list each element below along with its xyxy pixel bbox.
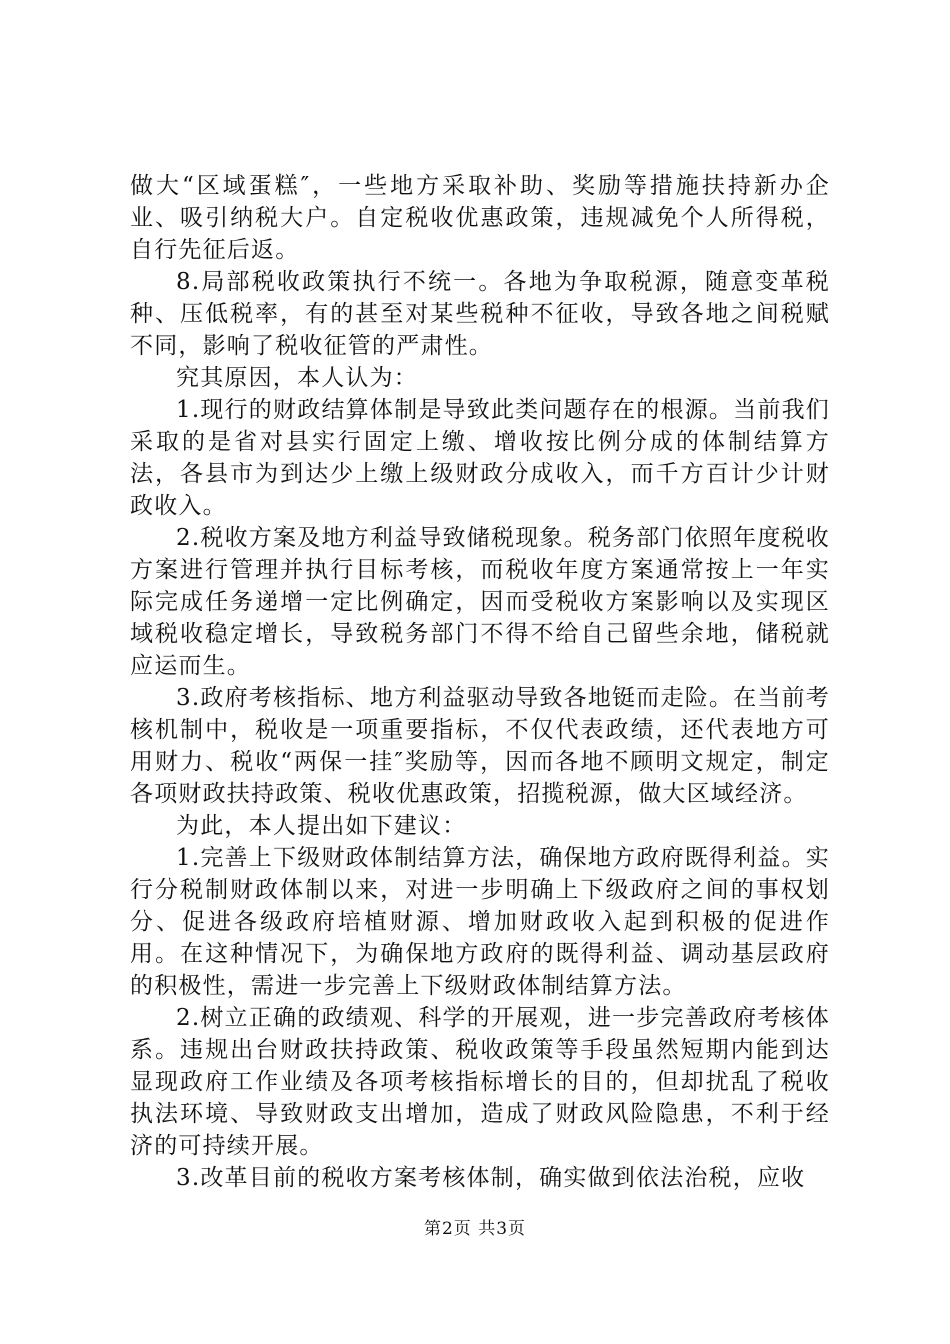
- paragraph-6: 3.政府考核指标、地方利益驱动导致各地铤而走险。在当前考核机制中，税收是一项重要指标，不仅代表政绩，还代表地方可用财力、税收“两保一挂″奖励等，因而各地不顾明文规定，制定各项财政扶持政策、税收优惠政策，招揽税源，做大区域经济。: [130, 685, 830, 807]
- document-body: [130, 170, 830, 1194]
- paragraph-7: 为此，本人提出如下建议：: [176, 813, 467, 839]
- paragraph-9: 2.树立正确的政绩观、科学的开展观，进一步完善政府考核体系。违规出台财政扶持政策、税收政策等手段虽然短期内能到达显现政府工作业绩及各项考核指标增长的目的，但却扰乱了税收执法环境、导致财政支出增加，造成了财政风险隐患，不利于经济的可持续开展。: [130, 1005, 830, 1159]
- page-footer: 第2页 共3页: [423, 1219, 527, 1239]
- paragraph-8: 1.完善上下级财政体制结算方法，确保地方政府既得利益。实行分税制财政体制以来，对进一步明确上下级政府之间的事权划分、促进各级政府培植财源、增加财政收入起到积极的促进作用。在这种情况下，为确保地方政府的既得利益、调动基层政府的积极性，需进一步完善上下级财政体制结算方法。: [130, 845, 830, 999]
- paragraph-2: 8.局部税收政策执行不统一。各地为争取税源，随意变革税种、压低税率，有的甚至对某些税种不征收，导致各地之间税赋不同，影响了税收征管的严肃性。: [130, 269, 830, 359]
- paragraph-5: 2.税收方案及地方利益导致储税现象。税务部门依照年度税收方案进行管理并执行目标考核，而税收年度方案通常按上一年实际完成任务递增一定比例确定，因而受税收方案影响以及实现区域税收稳定增长，导致税务部门不得不给自己留些余地，储税就应运而生。: [130, 525, 830, 679]
- paragraph-1: 做大“区域蛋糕″，一些地方采取补助、奖励等措施扶持新办企业、吸引纳税大户。自定税收优惠政策，违规减免个人所得税，自行先征后返。: [130, 173, 830, 263]
- paragraph-10: 3.改革目前的税收方案考核体制，确实做到依法治税，应收: [176, 1165, 806, 1191]
- paragraph-3: 究其原因，本人认为：: [176, 365, 418, 391]
- paragraph-4: 1.现行的财政结算体制是导致此类问题存在的根源。当前我们采取的是省对县实行固定上缴、增收按比例分成的体制结算方法，各县市为到达少上缴上级财政分成收入，而千方百计少计财政收入。: [130, 397, 830, 519]
